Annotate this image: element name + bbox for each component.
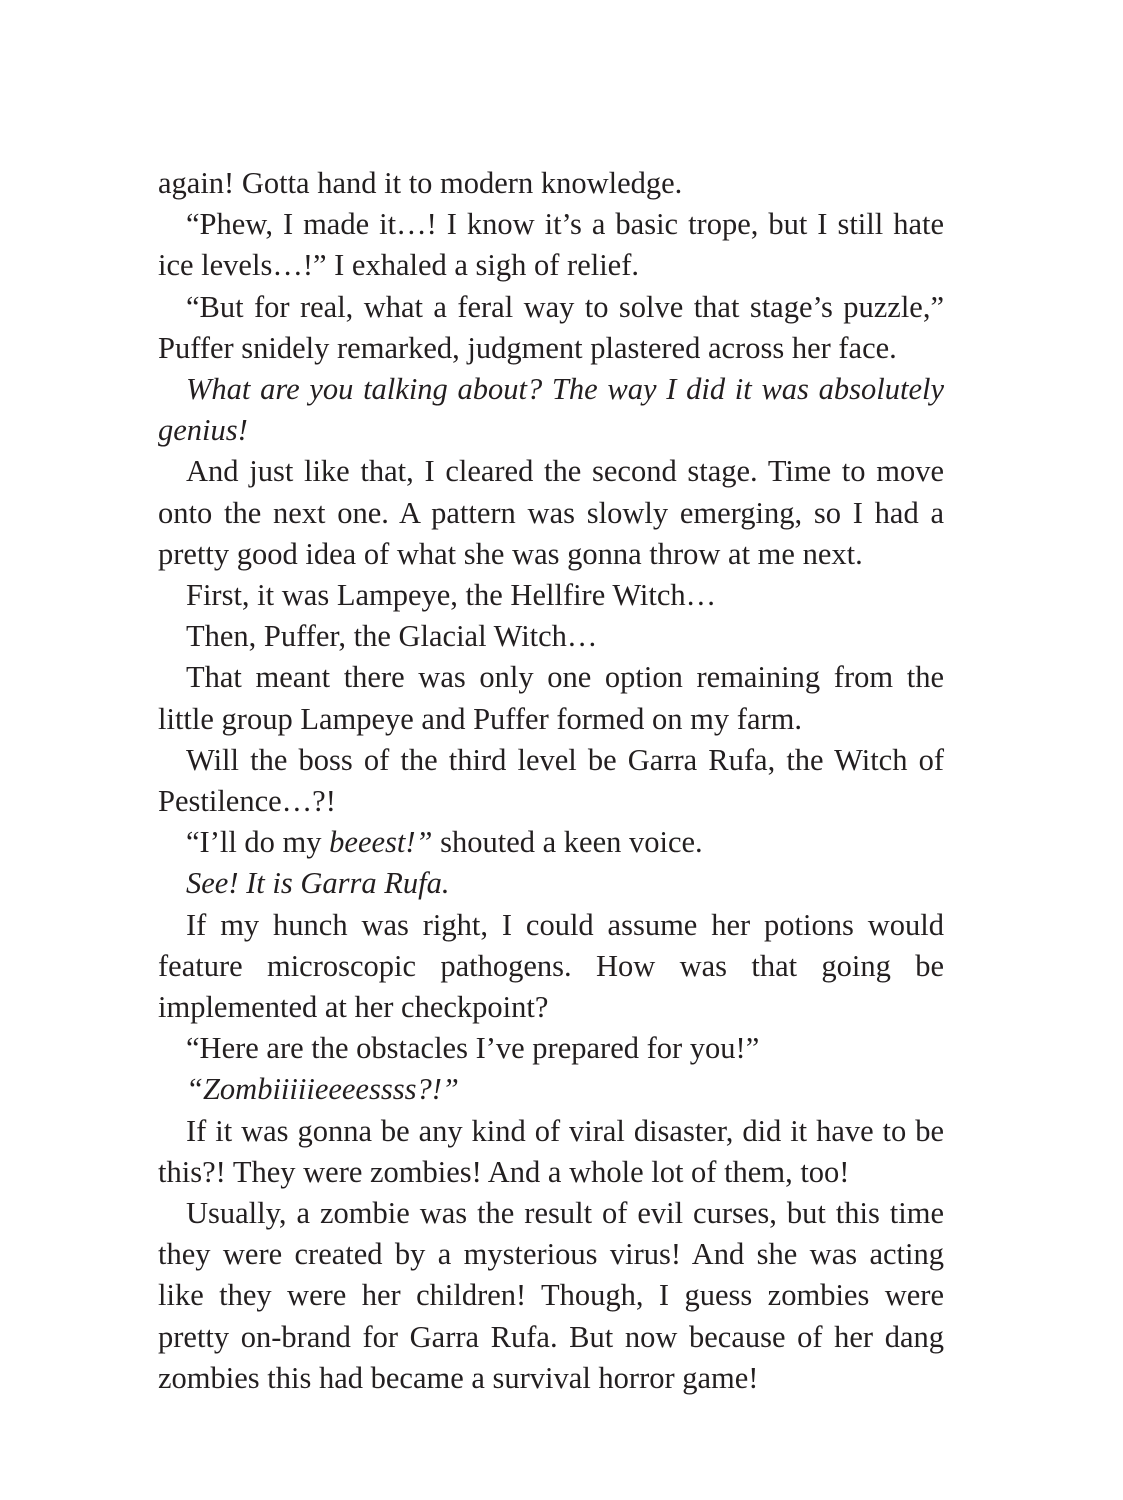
paragraph: “Here are the obstacles I’ve prepared for you!” [186, 1031, 760, 1066]
paragraph: “Phew, I made it…! I know it’s a basic trope, but I still hate ice levels…!” I exhaled a sigh of relief. [158, 207, 944, 283]
paragraph: If it was gonna be any kind of viral disaster, did it have to be this?! They were zombies! And a whole lot of them, too! [158, 1113, 944, 1189]
paragraph: First, it was Lampeye, the Hellfire Witch… [186, 578, 717, 613]
paragraph: That meant there was only one option remaining from the little group Lampeye and Puffer formed on my farm. [158, 660, 944, 736]
dialogue-start: “I’ll do my [186, 825, 330, 860]
paragraph: Will the boss of the third level be Garra Rufa, the Witch of Pestilence…?! [158, 742, 944, 819]
italic-thought: See! It is Garra Rufa. [186, 866, 450, 901]
paragraph: And just like that, I cleared the second stage. Time to move onto the next one. A pattern was slowly emerging, so I had a pretty good idea of what she was gonna throw at me next. [158, 454, 944, 571]
paragraph: Then, Puffer, the Glacial Witch… [186, 619, 598, 654]
dialogue-tag: shouted a keen voice. [432, 825, 703, 860]
paragraph [158, 822, 944, 863]
dialogue-emphasis: beeest!” [329, 825, 433, 860]
paragraph: “But for real, what a feral way to solve that stage’s puzzle,” Puffer snidely remarked, judgment plastered across her face. [158, 289, 944, 365]
body-text [158, 163, 944, 1399]
paragraph: If my hunch was right, I could assume her potions would feature microscopic pathogens. How was that going be implemented at her checkpoint? [158, 907, 944, 1025]
italic-shout: “Zombiiiiieeeessss?!” [186, 1072, 459, 1107]
paragraph: again! Gotta hand it to modern knowledge. [158, 166, 683, 200]
paragraph: Usually, a zombie was the result of evil curses, but this time they were created by a mysterious virus! And she was acting like they were her children! Though, I guess zombies were pretty on-brand for Garra Rufa. But now because of her dang zombies this had became a survival horror game! [158, 1196, 944, 1395]
italic-thought: What are you talking about? The way I did it was absolutely genius! [158, 372, 944, 448]
